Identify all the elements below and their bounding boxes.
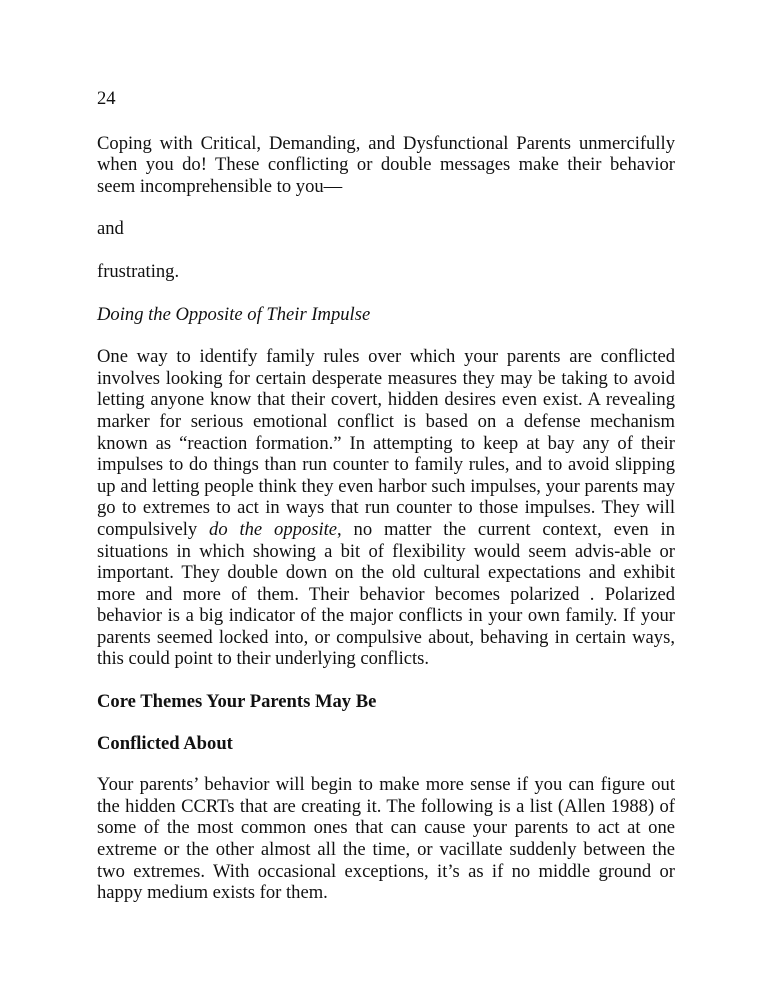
paragraph-4-part1: One way to identify family rules over which your parents are conflicted involves looking for certain desperate measures they may be taking to avoid letting anyone know that their covert, hidden desires even exist. A revealing marker for serious emotional conflict is based on a defense mechanism known as “reaction formation.” In attempting to keep at bay any of their impulses to do things than run counter to family rules, and to avoid slipping up and letting people think they even harbor such impulses, your parents may go to extremes to act in ways that run counter to those impulses. They will compulsively <box>97 346 675 540</box>
paragraph-4 <box>97 346 675 670</box>
paragraph-5: Your parents’ behavior will begin to make more sense if you can figure out the hidden CCRTs that are creating it. The following is a list (Allen 1988) of some of the most common ones that can cause your parents to act at one extreme or the other almost all the time, or vacillate suddenly between the two extremes. With occasional exceptions, it’s as if no middle ground or happy medium exists for them. <box>97 774 675 904</box>
section-heading-line1: Core Themes Your Parents May Be <box>97 691 377 713</box>
paragraph-4-emphasis: do the opposite <box>209 518 338 540</box>
paragraph-3: frustrating. <box>97 260 180 282</box>
section-subheading: Doing the Opposite of Their Impulse <box>97 303 371 325</box>
paragraph-2: and <box>97 218 124 240</box>
paragraph-4-part2: , no matter the current context, even in situations in which showing a bit of flexibility would seem advis-able or important. They double down on the old cultural expectations and exhibit more and more of them. Their behavior becomes polarized . Polarized behavior is a big indicator of the major conflicts in your own family. If your parents seemed locked into, or compulsive about, behaving in certain ways, this could point to their underlying conflicts. <box>97 518 675 670</box>
section-heading-line2: Conflicted About <box>97 732 233 754</box>
page-content <box>97 88 675 925</box>
paragraph-1: Coping with Critical, Demanding, and Dysfunctional Parents unmercifully when you do! These conflicting or double messages make their behavior seem incomprehensible to you— <box>97 132 675 197</box>
page-number: 24 <box>97 88 116 109</box>
